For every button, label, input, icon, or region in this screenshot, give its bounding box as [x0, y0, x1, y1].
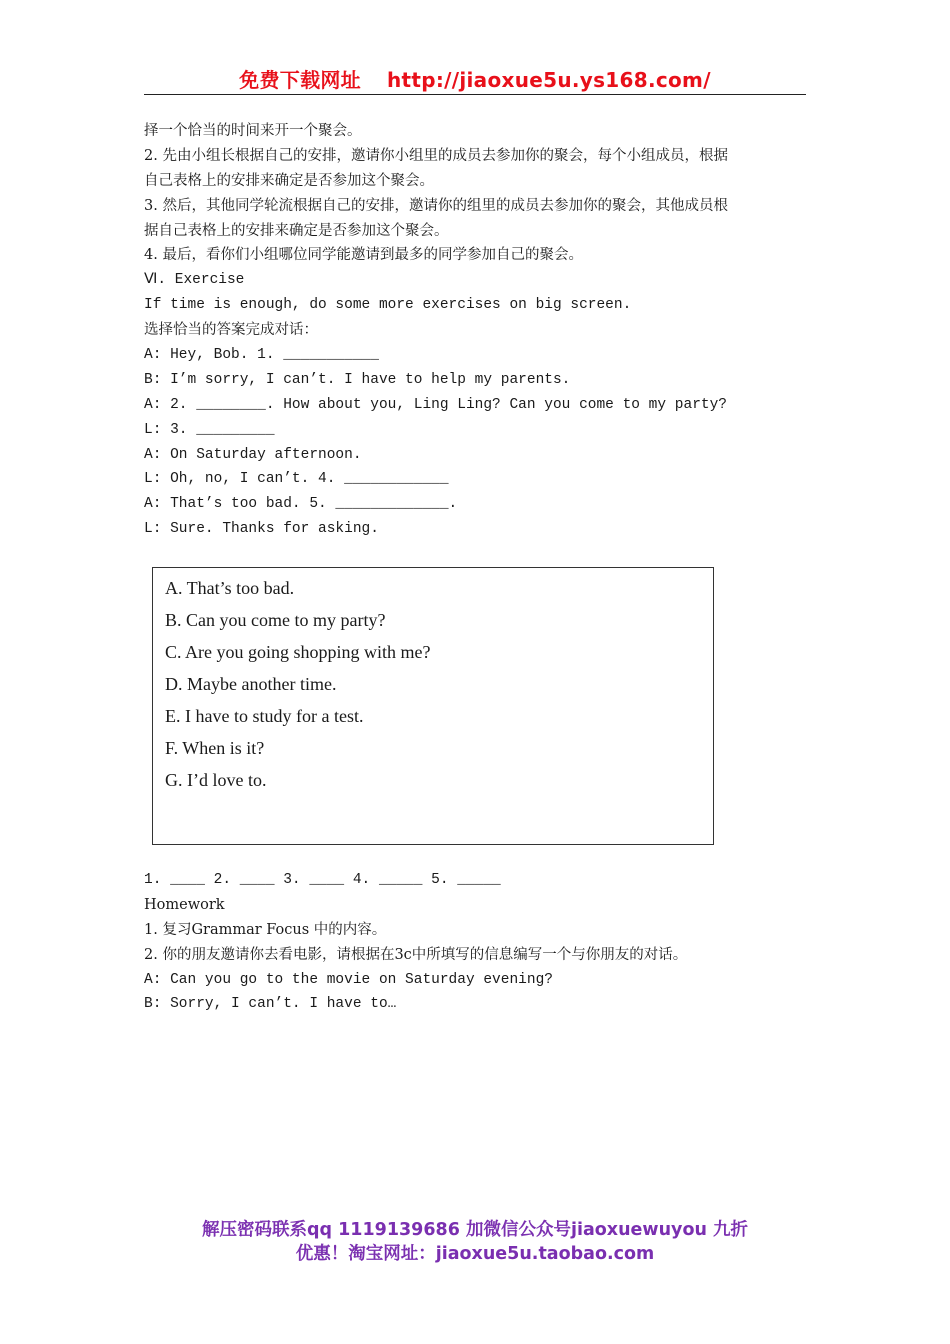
dialogue-line: L: 3. _________	[144, 421, 275, 438]
header-label: 免费下载网址	[239, 68, 361, 92]
dialogue-line: A: 2. ________. How about you, Ling Ling? Can you come to my party?	[144, 396, 727, 413]
page-header	[0, 64, 950, 93]
step-line: 据自己表格上的安排来确定是否参加这个聚会。	[144, 222, 449, 239]
exercise-intro: If time is enough, do some more exercises on big screen.	[144, 297, 632, 314]
option-item: C. Are you going shopping with me?	[165, 642, 431, 662]
exercise-heading: Ⅵ. Exercise	[144, 272, 245, 289]
exercise-instruction: 选择恰当的答案完成对话：	[144, 322, 318, 339]
answer-options-box	[152, 567, 714, 845]
dialogue-line: L: Oh, no, I can’t. 4. ____________	[144, 471, 449, 488]
homework-item: B: Sorry, I can’t. I have to…	[144, 996, 397, 1013]
option-item: E. I have to study for a test.	[165, 706, 364, 726]
page-footer	[0, 1218, 950, 1266]
dialogue-line: A: On Saturday afternoon.	[144, 446, 362, 463]
option-item: D. Maybe another time.	[165, 674, 337, 694]
step-line: 择一个恰当的时间来开一个聚会。	[144, 123, 362, 139]
option-item: A. That’s too bad.	[165, 578, 295, 598]
footer-line: 优惠！淘宝网址：jiaoxue5u.taobao.com	[295, 1244, 655, 1264]
homework-item: 2. 你的朋友邀请你去看电影，请根据在3c中所填写的信息编写一个与你朋友的对话。	[144, 946, 688, 963]
dialogue-line: L: Sure. Thanks for asking.	[144, 521, 379, 538]
step-line: 自己表格上的安排来确定是否参加这个聚会。	[144, 172, 434, 189]
option-item: B. Can you come to my party?	[165, 610, 386, 630]
homework-heading: Homework	[144, 896, 225, 913]
dialogue-line: B: I’m sorry, I can’t. I have to help my parents.	[144, 371, 571, 388]
header-divider	[144, 94, 806, 95]
header-url[interactable]: http://jiaoxue5u.ys168.com/	[386, 68, 711, 92]
answer-blanks: 1. ____ 2. ____ 3. ____ 4. _____ 5. _____	[144, 872, 501, 888]
dialogue-line: A: Hey, Bob. 1. ___________	[144, 347, 379, 364]
option-item: F. When is it?	[165, 738, 265, 758]
document-body	[144, 119, 814, 542]
homework-item: 1. 复习Grammar Focus 中的内容。	[144, 921, 387, 938]
footer-line: 解压密码联系qq 1119139686 加微信公众号jiaoxuewuyou 九折	[201, 1220, 749, 1240]
step-line: 3. 然后，其他同学轮流根据自己的安排，邀请你的组里的成员去参加你的聚会，其他成员根	[144, 197, 728, 214]
homework-item: A: Can you go to the movie on Saturday evening?	[144, 971, 553, 988]
step-line: 4. 最后，看你们小组哪位同学能邀请到最多的同学参加自己的聚会。	[144, 247, 583, 264]
option-item: G. I’d love to.	[165, 770, 267, 790]
homework-section	[144, 868, 814, 1017]
step-line: 2. 先由小组长根据自己的安排，邀请你小组里的成员去参加你的聚会，每个小组成员，根据	[144, 147, 728, 164]
dialogue-line: A: That’s too bad. 5. _____________.	[144, 496, 458, 513]
